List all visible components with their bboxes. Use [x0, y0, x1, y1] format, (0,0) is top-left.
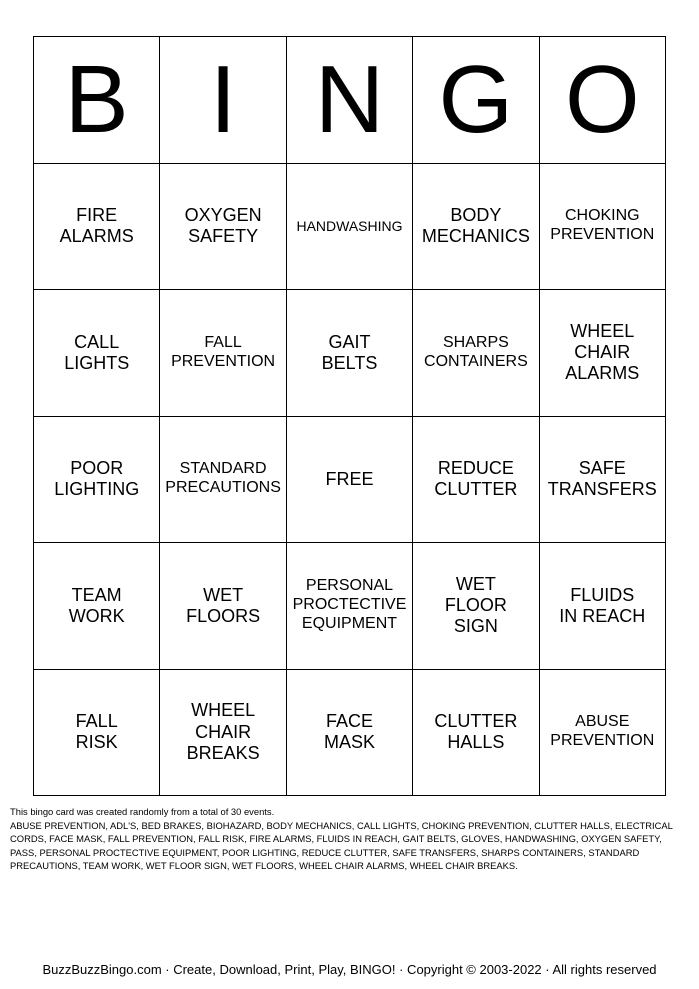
bingo-square-text: TEAM WORK — [68, 584, 125, 626]
page-footer: BuzzBuzzBingo.com · Create, Download, Print, Play, BINGO! · Copyright © 2003-2022 · All rights reserved — [42, 962, 657, 977]
bingo-square — [34, 290, 160, 417]
bingo-square-text: SHARPS CONTAINERS — [424, 333, 528, 370]
card-info — [10, 805, 689, 873]
card-info-event-list: ABUSE PREVENTION, ADL'S, BED BRAKES, BIOHAZARD, BODY MECHANICS, CALL LIGHTS, CHOKING PREVENTION, CLUTTER HALLS, ELECTRICAL CORDS, FACE MASK, FALL PREVENTION, FALL RISK, FIRE ALARMS, FLUIDS IN REACH, GAIT BELTS, GLOVES, HANDWASHING, OXYGEN SAFETY, PASS, PERSONAL PROCTECTIVE EQUIPMENT, POOR LIGHTING, REDUCE CLUTTER, SAFE TRANSFERS, SHARPS CONTAINERS, STANDARD PRECAUTIONS, TEAM WORK, WET FLOOR SIGN, WET FLOORS, WHEEL CHAIR ALARMS, WHEEL CHAIR BREAKS. — [10, 819, 673, 872]
bingo-square — [160, 290, 286, 417]
bingo-square — [160, 670, 286, 797]
bingo-square-text: FALL RISK — [75, 711, 118, 753]
bingo-square — [540, 543, 666, 670]
bingo-square — [287, 290, 413, 417]
bingo-square — [413, 164, 539, 291]
bingo-square — [34, 417, 160, 544]
bingo-square-text: PERSONAL PROCTECTIVE EQUIPMENT — [292, 577, 407, 633]
card-info-intro: This bingo card was created randomly from a total of 30 events. — [10, 806, 275, 817]
bingo-square-text: OXYGEN SAFETY — [184, 205, 262, 247]
bingo-square — [160, 164, 286, 291]
bingo-square-text: FALL PREVENTION — [171, 333, 276, 370]
bingo-square — [287, 543, 413, 670]
bingo-square-text: WHEEL CHAIR ALARMS — [565, 320, 640, 384]
bingo-square-text: HANDWASHING — [296, 217, 403, 234]
bingo-square-text: POOR LIGHTING — [54, 458, 140, 500]
bingo-square-text: SAFE TRANSFERS — [547, 458, 657, 500]
bingo-square — [287, 417, 413, 544]
bingo-square — [34, 670, 160, 797]
bingo-square — [540, 670, 666, 797]
bingo-square-text: WHEEL CHAIR BREAKS — [186, 700, 260, 763]
header-letter-n: N — [287, 37, 413, 164]
bingo-square — [413, 670, 539, 797]
bingo-square-text: FLUIDS IN REACH — [559, 584, 646, 626]
bingo-square — [34, 164, 160, 291]
bingo-square-text: CLUTTER HALLS — [434, 711, 518, 753]
bingo-square-text: BODY MECHANICS — [421, 205, 530, 247]
bingo-square-text: CHOKING PREVENTION — [550, 207, 655, 244]
bingo-square — [160, 543, 286, 670]
bingo-square — [413, 290, 539, 417]
bingo-square — [413, 543, 539, 670]
bingo-square — [540, 417, 666, 544]
bingo-square-text: ABUSE PREVENTION — [550, 713, 655, 750]
bingo-square — [34, 543, 160, 670]
bingo-square — [540, 290, 666, 417]
bingo-square-text: FIRE ALARMS — [59, 205, 134, 247]
bingo-square — [540, 164, 666, 291]
bingo-square-text: GAIT BELTS — [321, 331, 378, 373]
header-letter-i: I — [160, 37, 286, 164]
header-letter-b: B — [34, 37, 160, 164]
bingo-square — [287, 164, 413, 291]
bingo-square — [413, 417, 539, 544]
bingo-square-text: STANDARD PRECAUTIONS — [165, 460, 281, 497]
bingo-card — [33, 36, 666, 796]
bingo-square-text: FACE MASK — [323, 711, 375, 753]
bingo-square — [287, 670, 413, 797]
header-letter-g: G — [413, 37, 539, 164]
bingo-square-text: CALL LIGHTS — [64, 331, 130, 373]
bingo-square-text: WET FLOOR SIGN — [444, 573, 507, 637]
bingo-square-text: REDUCE CLUTTER — [434, 458, 518, 500]
bingo-square-text: FREE — [325, 468, 374, 489]
bingo-square-text: WET FLOORS — [186, 584, 261, 626]
header-letter-o: O — [540, 37, 666, 164]
bingo-square — [160, 417, 286, 544]
